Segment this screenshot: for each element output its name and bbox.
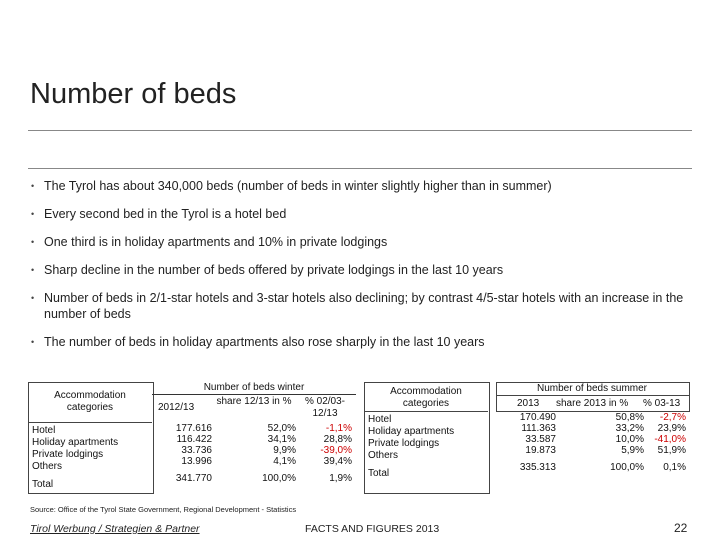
divider-top [28,130,692,131]
table-row [496,445,690,456]
bullet-text: One third is in holiday apartments and 10% in private lodgings [44,235,388,249]
cell-share: 5,9% [621,445,644,456]
cell-beds: 33.587 [525,434,556,445]
bullet-item [28,290,688,322]
cell-share: 100,0% [262,473,296,484]
cell-beds: 116.422 [176,434,212,445]
cell-share: 50,8% [615,412,644,423]
bullet-icon: • [31,181,35,191]
cell-change: -1,1% [325,423,352,434]
winter-col-change: % 02/03-12/13 [304,396,346,419]
summer-row-cat: Private lodgings [368,438,440,449]
divider-bottom [28,168,692,169]
cell-change: 51,9% [657,445,686,456]
summer-values [496,412,690,473]
table-row-total [152,467,356,484]
table-row [496,423,690,434]
bullet-text: Every second bed in the Tyrol is a hotel bed [44,207,287,221]
bullet-item [28,262,688,278]
cell-share: 33,2% [615,423,644,434]
cell-beds: 170.490 [519,412,556,423]
cell-share: 9,9% [273,445,296,456]
bullet-icon: • [31,209,35,219]
bullet-text: Number of beds in 2/1-star hotels and 3-star hotels also declining; by contrast 4/5-star hotels with an increase in the number of beds [44,291,684,321]
bullet-list [28,178,688,350]
cell-share: 52,0% [267,423,296,434]
bullet-text: The Tyrol has about 340,000 beds (number of beds in winter slightly higher than in summer) [44,179,552,193]
cell-beds: 13.996 [181,456,212,467]
cell-change: 1,9% [329,473,352,484]
summer-category-header: Accommodation categories [390,386,462,409]
table-row [152,434,356,445]
winter-col-year: 2012/13 [158,402,195,413]
bullet-icon: • [31,237,35,247]
table-row [152,423,356,434]
cell-change: -41,0% [654,434,686,445]
summer-col-share: share 2013 in % [556,398,629,409]
cell-change: 28,8% [323,434,352,445]
bullet-icon: • [31,265,35,275]
cell-beds: 19.873 [525,445,556,456]
cell-share: 4,1% [273,456,296,467]
summer-col-change: % 03-13 [643,398,681,409]
table-row [496,412,690,423]
summer-row-cat: Others [368,450,399,461]
cell-change: 39,4% [323,456,352,467]
page-title: Number of beds [30,78,237,110]
winter-values [152,423,356,484]
source-note: Source: Office of the Tyrol State Government, Regional Development - Statistics [30,505,297,514]
winter-category-list [32,425,118,491]
bullet-item [28,234,688,250]
cell-beds: 335.313 [519,462,556,473]
winter-group-underline [152,394,356,395]
summer-total-cat: Total [368,468,390,479]
winter-row-cat: Others [32,461,63,472]
footer-title: FACTS AND FIGURES 2013 [305,523,440,535]
table-row-total [496,456,690,473]
bullet-text: Sharp decline in the number of beds offered by private lodgings in the last 10 years [44,263,504,277]
table-row [496,434,690,445]
winter-category-divider [28,422,152,423]
cell-share: 100,0% [610,462,644,473]
winter-col-share: share 12/13 in % [216,396,292,407]
table-row [152,445,356,456]
bullet-item [28,334,688,350]
cell-change: 0,1% [663,462,686,473]
cell-beds: 111.363 [521,423,556,434]
cell-change: -2,7% [659,412,686,423]
bullet-item [28,206,688,222]
cell-beds: 341.770 [175,473,212,484]
summer-row-cat: Hotel [368,414,392,425]
bullet-icon: • [31,293,35,303]
bullet-text: The number of beds in holiday apartments also rose sharply in the last 10 years [44,335,485,349]
cell-share: 10,0% [615,434,644,445]
summer-group-underline [496,395,690,396]
cell-share: 34,1% [267,434,296,445]
summer-category-divider [364,411,488,412]
bullet-icon: • [31,337,35,347]
cell-change: 23,9% [657,423,686,434]
summer-category-list [368,414,454,480]
footer-org-link[interactable]: Tirol Werbung / Strategien & Partner [30,523,200,535]
page-number: 22 [674,521,688,535]
winter-row-cat: Hotel [32,425,56,436]
summer-col-year: 2013 [517,398,540,409]
summer-group-header: Number of beds summer [536,383,648,394]
bullet-item [28,178,688,194]
table-row [152,456,356,467]
winter-category-header: Accommodation categories [54,390,126,413]
winter-row-cat: Holiday apartments [32,437,119,448]
winter-row-cat: Private lodgings [32,449,104,460]
cell-beds: 177.616 [175,423,212,434]
winter-group-header: Number of beds winter [203,382,305,393]
cell-beds: 33.736 [181,445,212,456]
summer-row-cat: Holiday apartments [368,426,455,437]
cell-change: -39,0% [320,445,352,456]
winter-total-cat: Total [32,479,54,490]
